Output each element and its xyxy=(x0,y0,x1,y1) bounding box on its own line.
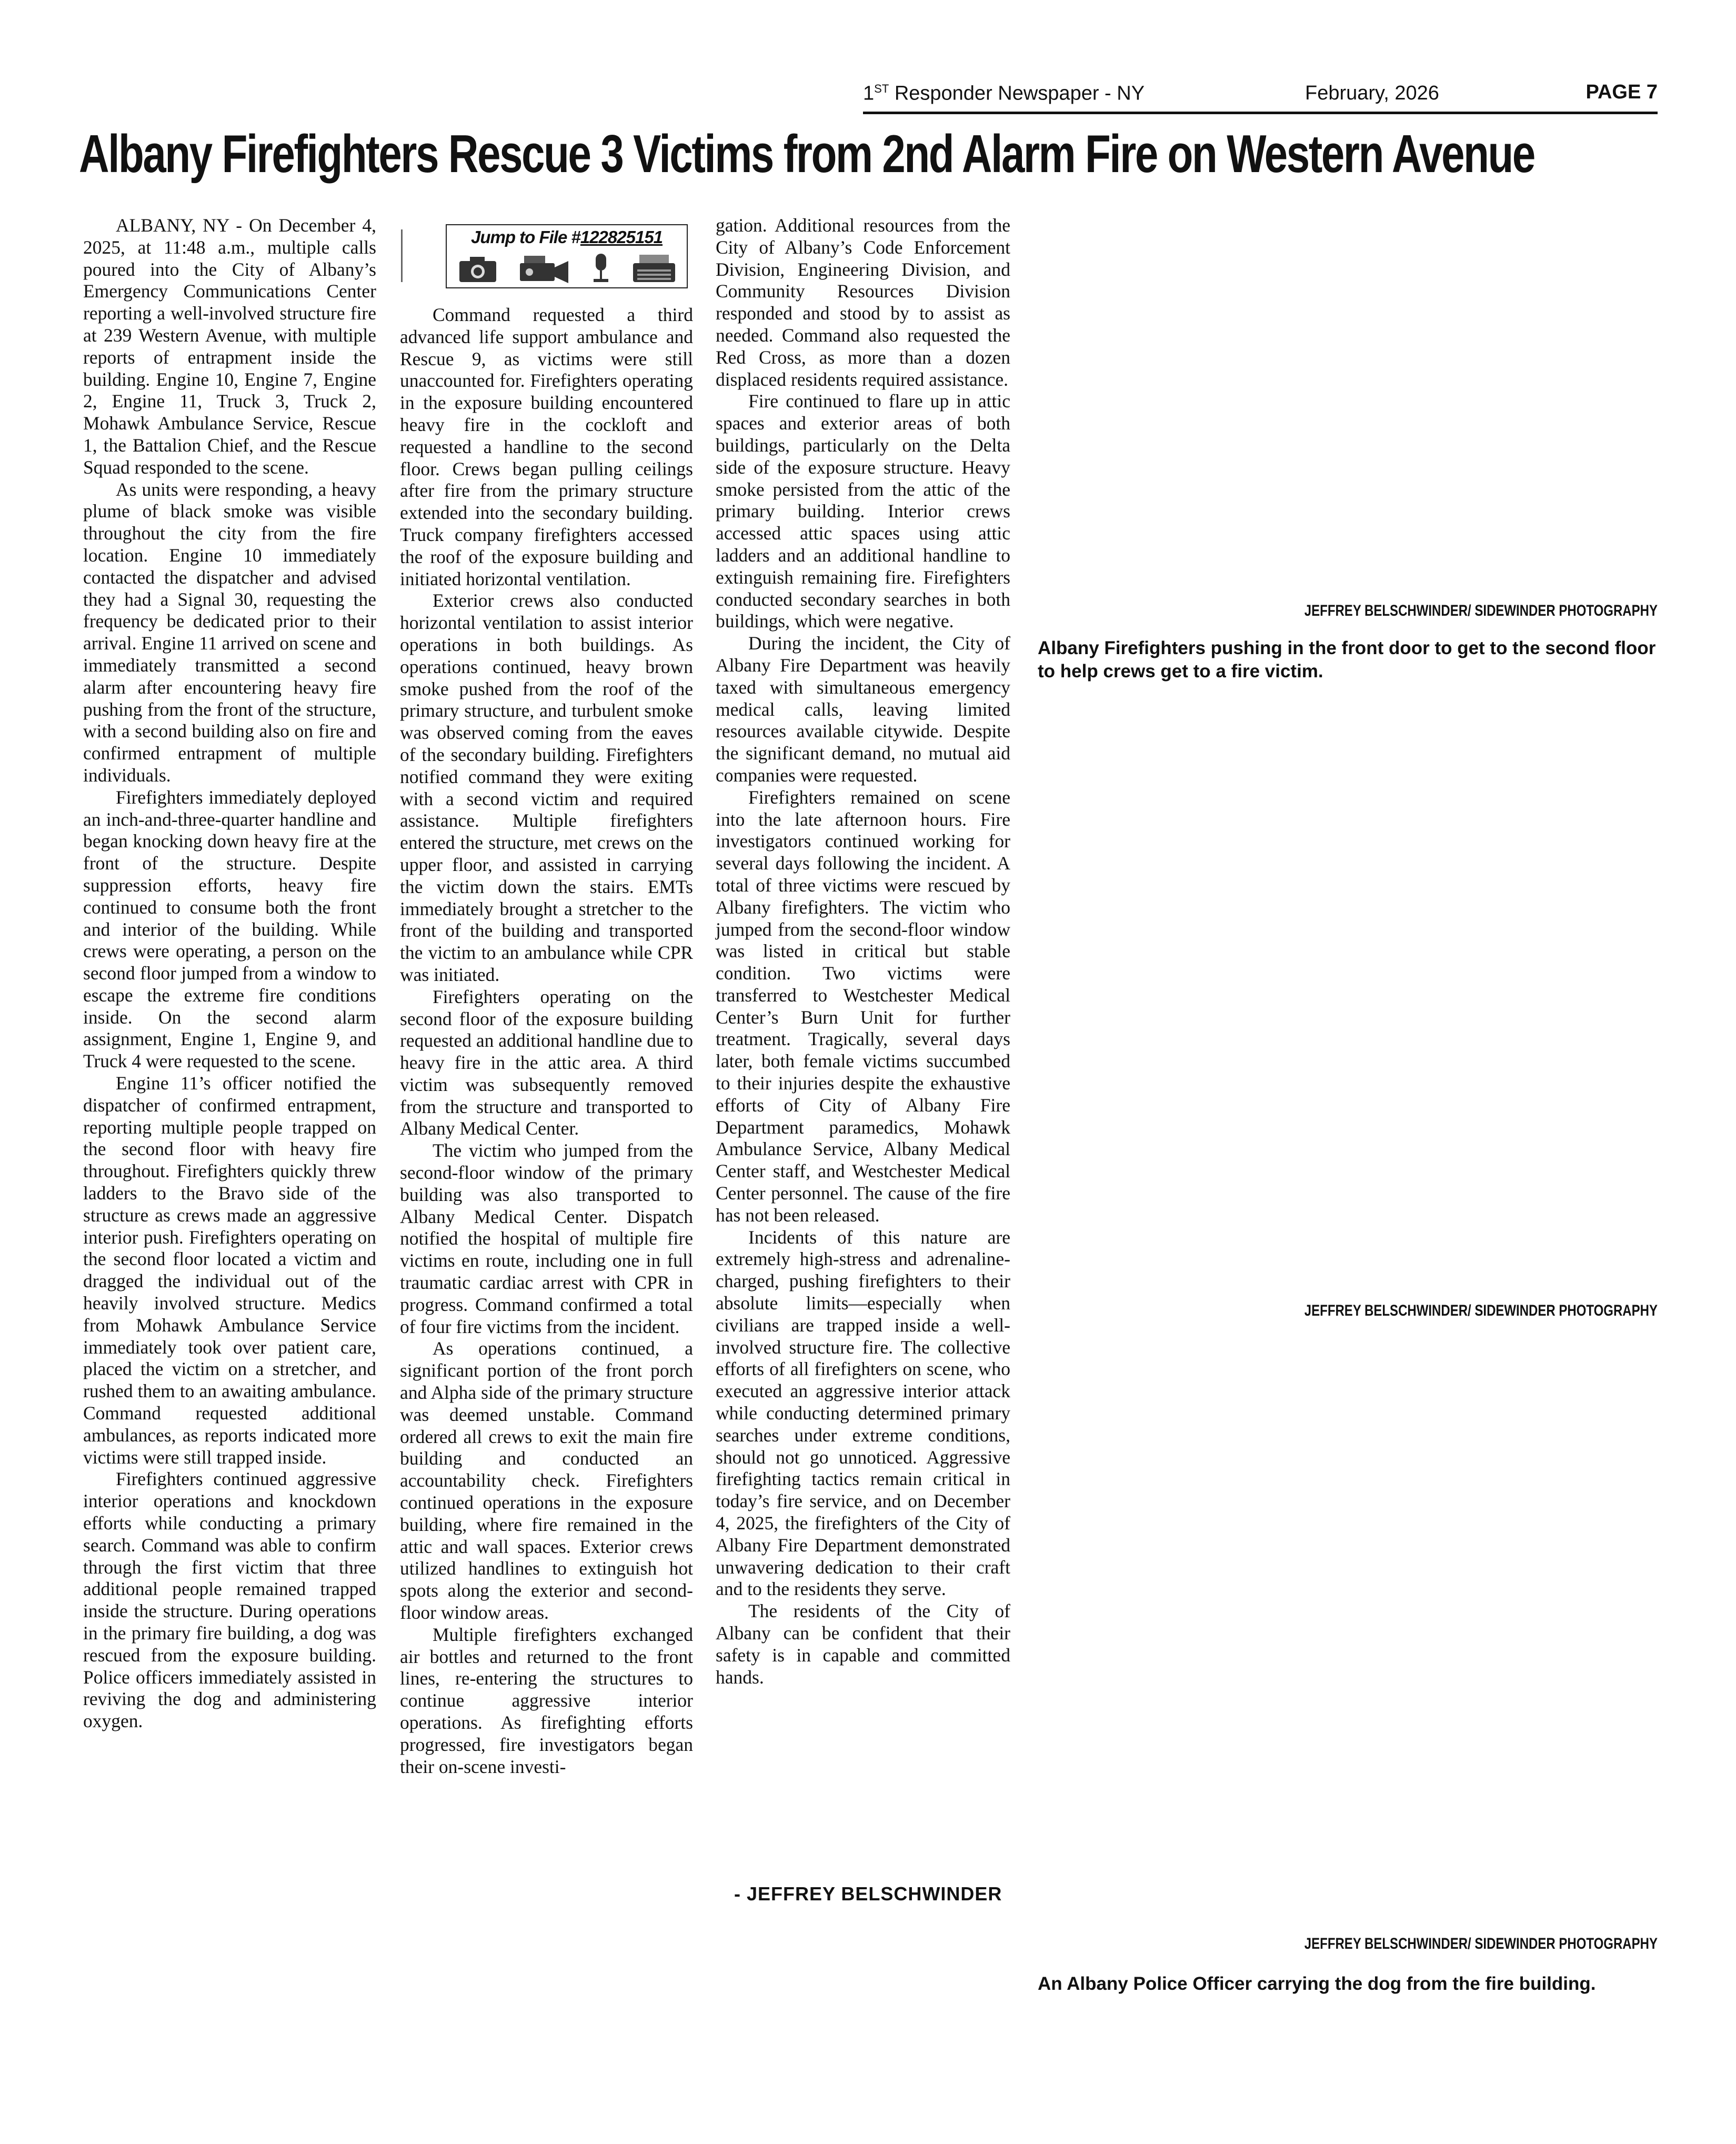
issue-date: February, 2026 xyxy=(1305,82,1439,104)
paragraph: Command requested a third advanced life support ambulance and Rescue 9, as victims were still unaccounted for. Firefighters operating in the exposure building encountered heavy fire in the cockloft and requested a handline to the second floor. Crews began pulling ceilings after fire from the primary structure extended into the secondary building. Truck company firefighters accessed the roof of the exposure building and initiated horizontal ventilation. xyxy=(400,304,693,589)
page-number: PAGE 7 xyxy=(1586,81,1658,103)
jump-to-file-label[interactable] xyxy=(447,227,687,247)
paragraph: During the incident, the City of Albany Fire Department was heavily taxed with simultaneous emergency medical calls, leaving limited resources available citywide. Despite the significant demand, no mutual aid companies were requested. xyxy=(716,633,1010,786)
paragraph: Fire continued to flare up in attic spaces and exterior areas of both buildings, particularly on the Delta side of the exposure structure. Heavy smoke persisted from the attic of the primary building. Interior crews accessed attic spaces using attic ladders and an additional handline to extinguish remaining fire. Firefighters conducted secondary searches in both buildings, which were negative. xyxy=(716,390,1010,632)
paragraph: Firefighters operating on the second floor of the exposure building requested an additional handline due to heavy fire in the attic area. A third victim was subsequently removed from the structure and transported to Albany Medical Center. xyxy=(400,986,693,1139)
photo-credit: JEFFREY BELSCHWINDER/ SIDEWINDER PHOTOGRAPHY xyxy=(1304,1302,1658,1319)
ordinal-prefix: 1 xyxy=(863,82,875,105)
photo-caption: Albany Firefighters pushing in the front door to get to the second floor to help crews get to a fire victim. xyxy=(1038,638,1656,682)
microphone-icon xyxy=(590,253,611,283)
column-divider xyxy=(401,229,403,282)
jump-to-file-box[interactable] xyxy=(446,224,688,288)
article-column-3 xyxy=(716,215,1010,1688)
photo-caption: An Albany Police Officer carrying the dog from the fire building. xyxy=(1038,1973,1596,1994)
photo-credit: JEFFREY BELSCHWINDER/ SIDEWINDER PHOTOGRAPHY xyxy=(1304,602,1658,619)
byline: - JEFFREY BELSCHWINDER xyxy=(734,1883,1002,1905)
paragraph: Firefighters remained on scene into the late afternoon hours. Fire investigators continued working for several days following the incident. A total of three victims were rescued by Albany firefighters. The victim who jumped from the second-floor window was listed in critical but stable condition. Two victims were transferred to Westchester Medical Center’s Burn Unit for further treatment. Tragically, several days later, both female victims succumbed to their injuries despite the exhaustive efforts of City of Albany Fire Department paramedics, Mohawk Ambulance Service, Albany Medical Center staff, and Westchester Medical Center personnel. The cause of the fire has not been released. xyxy=(716,786,1010,1226)
typewriter-icon xyxy=(632,254,676,283)
article-column-1 xyxy=(83,215,376,1732)
media-icons xyxy=(457,252,676,283)
video-camera-icon xyxy=(519,254,569,283)
paragraph: The victim who jumped from the second-floor window of the primary building was also transported to Albany Medical Center. Dispatch notified the hospital of multiple fire victims en route, including one in full traumatic cardiac arrest with CPR in progress. Command confirmed a total of four fire victims from the incident. xyxy=(400,1140,693,1337)
jump-file-number[interactable]: 122825151 xyxy=(580,227,663,247)
paragraph: As operations continued, a significant portion of the front porch and Alpha side of the primary structure was deemed unstable. Command ordered all crews to exit the main fire building and conducted an accountability check. Firefighters continued operations in the exposure building, where fire remained in the attic and wall spaces. Exterior crews utilized handlines to extinguish hot spots along the exterior and second-floor window areas. xyxy=(400,1338,693,1624)
headline: Albany Firefighters Rescue 3 Victims from 2nd Alarm Fire on Western Avenue xyxy=(79,125,1534,184)
camera-icon xyxy=(457,254,498,283)
article-column-2 xyxy=(400,304,693,1778)
ordinal-suffix: ST xyxy=(874,82,889,95)
paragraph: Firefighters continued aggressive interior operations and knockdown efforts while conducting a primary search. Command was able to confirm through the first victim that three additional people remained trapped inside the structure. During operations in the primary fire building, a dog was rescued from the exposure building. Police officers immediately assisted in reviving the dog and administering oxygen. xyxy=(83,1468,376,1732)
paragraph: Multiple firefighters exchanged air bottles and returned to the front lines, re-entering the structures to continue aggressive interior operations. As firefighting efforts progressed, fire investigators began their on-scene investi- xyxy=(400,1624,693,1777)
newspaper-name xyxy=(863,82,1145,105)
paragraph: The residents of the City of Albany can be confident that their safety is in capable and committed hands. xyxy=(716,1600,1010,1688)
paragraph: ALBANY, NY - On December 4, 2025, at 11:48 a.m., multiple calls poured into the City of Albany’s Emergency Communications Center reporting a well-involved structure fire at 239 Western Avenue, with multiple reports of entrapment inside the building. Engine 10, Engine 7, Engine 2, Engine 11, Truck 3, Truck 2, Mohawk Ambulance Service, Rescue 1, the Battalion Chief, and the Rescue Squad responded to the scene. xyxy=(83,215,376,478)
photo-credit: JEFFREY BELSCHWINDER/ SIDEWINDER PHOTOGRAPHY xyxy=(1304,1935,1658,1952)
paragraph: gation. Additional resources from the City of Albany’s Code Enforcement Division, Engineering Division, and Community Resources Division responded and stood by to assist as needed. Command also requested the Red Cross, as more than a dozen displaced residents required assistance. xyxy=(716,215,1010,390)
paragraph: Firefighters immediately deployed an inch-and-three-quarter handline and began knocking down heavy fire at the front of the structure. Despite suppression efforts, heavy fire continued to consume both the front and interior of the building. While crews were operating, a person on the second floor jumped from a window to escape the extreme fire conditions inside. On the second alarm assignment, Engine 1, Engine 9, and Truck 4 were requested to the scene. xyxy=(83,786,376,1072)
paragraph: Exterior crews also conducted horizontal ventilation to assist interior operations in both buildings. As operations continued, heavy brown smoke pushed from the roof of the primary structure, and turbulent smoke was observed coming from the eaves of the secondary building. Firefighters notified command they were exiting with a second victim and required assistance. Multiple firefighters entered the structure, met crews on the upper floor, and assisted in carrying the victim down the stairs. EMTs immediately brought a stretcher to the front of the building and transported the victim to an ambulance while CPR was initiated. xyxy=(400,590,693,985)
masthead xyxy=(863,80,1658,114)
paper-name: Responder Newspaper - NY xyxy=(889,82,1145,105)
paragraph: Engine 11’s officer notified the dispatcher of confirmed entrapment, reporting multiple people trapped on the second floor with heavy fire throughout. Firefighters quickly threw ladders to the Bravo side of the structure as crews made an aggressive interior push. Firefighters operating on the second floor located a victim and dragged the individual out of the heavily involved structure. Medics from Mohawk Ambulance Service immediately took over patient care, placed the victim on a stretcher, and rushed them to an awaiting ambulance. Command requested additional ambulances, as reports indicated more victims were still trapped inside. xyxy=(83,1073,376,1468)
paragraph: Incidents of this nature are extremely high-stress and adrenaline-charged, pushing firefighters to their absolute limits—especially when civilians are trapped inside a well-involved structure fire. The collective efforts of all firefighters on scene, who executed an aggressive interior attack while conducting determined primary searches under extreme conditions, should not go unnoticed. Aggressive firefighting tactics remain critical in today’s fire service, and on December 4, 2025, the firefighters of the City of Albany Fire Department demonstrated unwavering dedication to their craft and to the residents they serve. xyxy=(716,1226,1010,1600)
paragraph: As units were responding, a heavy plume of black smoke was visible throughout the city from the fire location. Engine 10 immediately contacted the dispatcher and advised they had a Signal 30, requesting the frequency be dedicated prior to their arrival. Engine 11 arrived on scene and immediately transmitted a second alarm after encountering heavy fire pushing from the front of the structure, with a second building also on fire and confirmed entrapment of multiple individuals. xyxy=(83,478,376,786)
jump-label-prefix: Jump to File # xyxy=(470,227,580,247)
